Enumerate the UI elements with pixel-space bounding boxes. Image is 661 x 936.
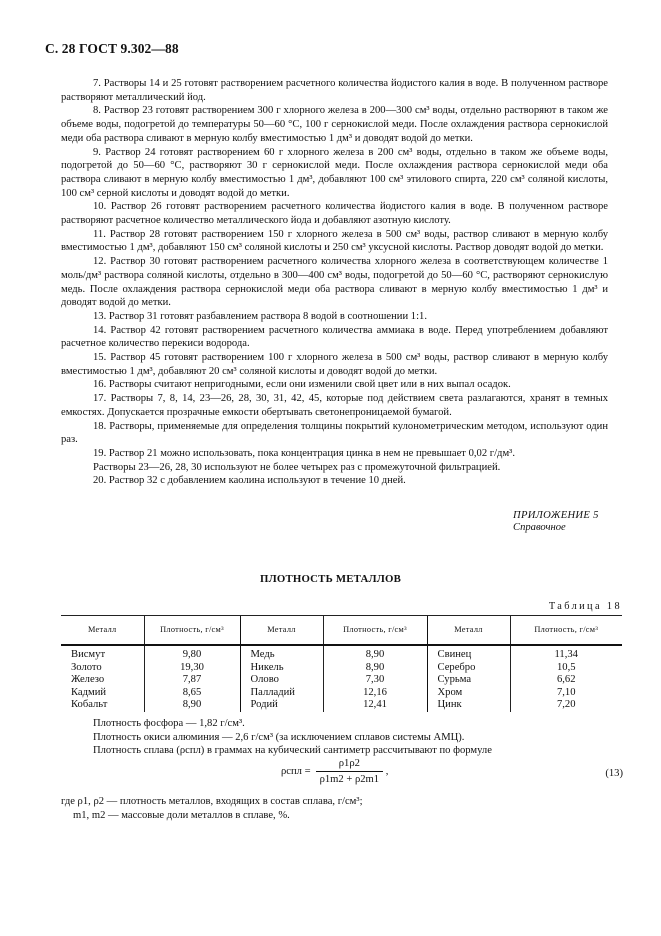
metal-name: Серебро: [427, 662, 510, 675]
metal-name: Свинец: [427, 645, 510, 662]
table-row: [61, 674, 622, 687]
table-header-row: [61, 616, 622, 646]
appendix-heading: [513, 510, 599, 534]
table-row: [61, 699, 622, 712]
paragraph-19-continued: Растворы 23—26, 28, 30 используют не более четырех раз с промежуточной фильтрацией.: [93, 461, 501, 473]
metal-name: Железо: [71, 674, 105, 685]
table-row: [61, 687, 622, 700]
table-row: [61, 645, 622, 662]
page-header: С. 28 ГОСТ 9.302—88: [45, 41, 179, 56]
paragraph-14: 14. Раствор 42 готовят растворением расчетного количества аммиака в воде. Перед употреблением добавляют расчетное количество перекиси водорода.: [61, 324, 608, 350]
formula-fraction: [316, 758, 384, 786]
legend-rho: где ρ1, ρ2 — плотность металлов, входящих в состав сплава, г/см³;: [61, 796, 363, 807]
paragraph-7: 7. Растворы 14 и 25 готовят растворением расчетного количества йодистого калия в воде. В полученном растворе растворяют металлический йод.: [61, 78, 608, 103]
density-value: 7,30: [323, 674, 427, 687]
metal-name: Кадмий: [71, 686, 107, 698]
paragraph-18: 18. Растворы, применяемые для определения толщины покрытий кулонометрическим методом, используют один раз.: [61, 420, 608, 446]
metal-name: Золото: [71, 661, 102, 673]
metal-name: Никель: [240, 662, 323, 675]
density-value: 8,90: [323, 645, 427, 662]
paragraph-12: 12. Раствор 30 готовят растворением расчетного количества хлорного железа в соответствующем количестве 1 моль/дм³ раствора соляной кислоты, отдельно в 300—400 см³ воды, подогретой до 50—60 °С, растворяют сернокислую медь. После охлаждения раствора сернокислой меди оба раствора сливают в мерную колбу вместимостью 1 дм³ и доводят водой до метки.: [61, 256, 608, 309]
metal-name: Кобальт: [71, 699, 108, 710]
density-value: 7,87: [144, 674, 240, 687]
density-value: 8,90: [323, 662, 427, 675]
paragraph-17: 17. Растворы 7, 8, 14, 23—26, 28, 30, 31, 42, 45, которые под действием света разлагаются, хранят в темных емкостях. Допускается прозрачные емкости обертывать светонепроницаемой бумагой.: [61, 393, 608, 418]
formula-lhs: ρспл =: [281, 766, 311, 778]
section-title: ПЛОТНОСТЬ МЕТАЛЛОВ: [260, 573, 401, 585]
density-value: 9,80: [144, 645, 240, 662]
table-row: [61, 662, 622, 675]
column-header: Металл: [240, 616, 323, 646]
density-value: 8,90: [144, 699, 240, 712]
metal-name: Родий: [240, 699, 323, 712]
metal-name: Висмут: [71, 649, 106, 660]
paragraph-9: 9. Раствор 24 готовят растворением 60 г хлорного железа в 200 см³ воды, отдельно в таком же объеме воды, подогретой до 50—60 °С, растворяют 30 г сернокислой меди. После охлаждения раствора сернокислой меди оба раствора сливают в мерную колбу вместимостью 1 дм³, добавляют 100 см³ этилового спирта, 220 см³ соляной кислоты, 100 см³ серной кислоты и доводят водой до метки.: [61, 146, 608, 199]
formula-comma: ,: [383, 766, 389, 778]
density-value: 7,20: [510, 699, 622, 712]
formula-denominator: ρ1m2 + ρ2m1: [316, 771, 384, 786]
appendix-title: ПРИЛОЖЕНИЕ 5: [513, 510, 599, 521]
note-alumina: Плотность окиси алюминия — 2,6 г/см³ (за исключением сплавов системы АМЦ).: [93, 731, 465, 743]
paragraph-16: 16. Растворы считают непригодными, если они изменили свой цвет или в них выпал осадок.: [93, 379, 511, 391]
metal-name: Палладий: [240, 687, 323, 700]
formula-legend: [61, 795, 621, 822]
legend-m: m1, m2 — массовые доли металлов в сплаве, %.: [73, 809, 290, 821]
density-value: 10,5: [510, 662, 622, 675]
alloy-density-formula: [281, 758, 388, 786]
column-header: Плотность, г/см³: [323, 616, 427, 646]
paragraph-19: 19. Раствор 21 можно использовать, пока концентрация цинка в нем не превышает 0,02 г/дм³.: [93, 447, 515, 459]
body-text: [61, 77, 608, 488]
density-value: 7,10: [510, 687, 622, 700]
density-value: 8,65: [144, 687, 240, 700]
density-value: 6,62: [510, 674, 622, 687]
metal-name: Медь: [240, 645, 323, 662]
formula-numerator: ρ1ρ2: [338, 758, 360, 769]
metal-name: Цинк: [427, 699, 510, 712]
note-phosphorus: Плотность фосфора — 1,82 г/см³.: [93, 718, 245, 729]
appendix-subtitle: Справочное: [513, 522, 566, 533]
paragraph-11: 11. Раствор 28 готовят растворением 150 г хлорного железа в 500 см³ воды, раствор сливают в мерную колбу вместимостью 1 дм³, добавляют 150 см³ соляной кислоты и 250 см³ уксусной кислоты. Раствор доводят водой до метки.: [61, 228, 608, 254]
column-header: Металл: [61, 616, 144, 646]
notes: [61, 717, 608, 758]
paragraph-10: 10. Раствор 26 готовят растворением расчетного количества йодистого калия в воде. В полученном растворе растворяют расчетное количество металлического йода и добавляют азотную кислоту.: [61, 201, 608, 227]
column-header: Металл: [427, 616, 510, 646]
metal-name: Хром: [427, 687, 510, 700]
column-header: Плотность, г/см³: [510, 616, 622, 646]
density-value: 19,30: [144, 662, 240, 675]
metal-name: Олово: [240, 674, 323, 687]
density-value: 12,41: [323, 699, 427, 712]
note-alloy-formula-intro: Плотность сплава (ρспл) в граммах на кубический сантиметр рассчитывают по формуле: [93, 745, 492, 757]
paragraph-8: 8. Раствор 23 готовят растворением 300 г хлорного железа в 200—300 см³ воды, отдельно растворяют в таком же объеме воды, подогретой до температуры 50—60 °С, 100 г сернокислой меди. После охлаждения раствора сернокислой меди оба раствора сливают в мерную колбу вместимостью 1 дм³ и доводят водой до метки.: [61, 105, 608, 144]
column-header: Плотность, г/см³: [144, 616, 240, 646]
paragraph-15: 15. Раствор 45 готовят растворением 100 г хлорного железа в 500 см³ воды, раствор сливают в мерную колбу вместимостью 1 дм³, добавляют 20 см³ соляной кислоты и доводят водой до метки.: [61, 352, 608, 377]
density-value: 12,16: [323, 687, 427, 700]
paragraph-20: 20. Раствор 32 с добавлением каолина используют в течение 10 дней.: [93, 475, 406, 487]
metal-density-table: [61, 615, 622, 712]
density-value: 11,34: [510, 645, 622, 662]
metal-name: Сурьма: [427, 674, 510, 687]
paragraph-13: 13. Раствор 31 готовят разбавлением раствора 8 водой в соотношении 1:1.: [93, 310, 427, 322]
equation-number: (13): [605, 768, 623, 779]
table-label: Таблица 18: [548, 601, 622, 612]
